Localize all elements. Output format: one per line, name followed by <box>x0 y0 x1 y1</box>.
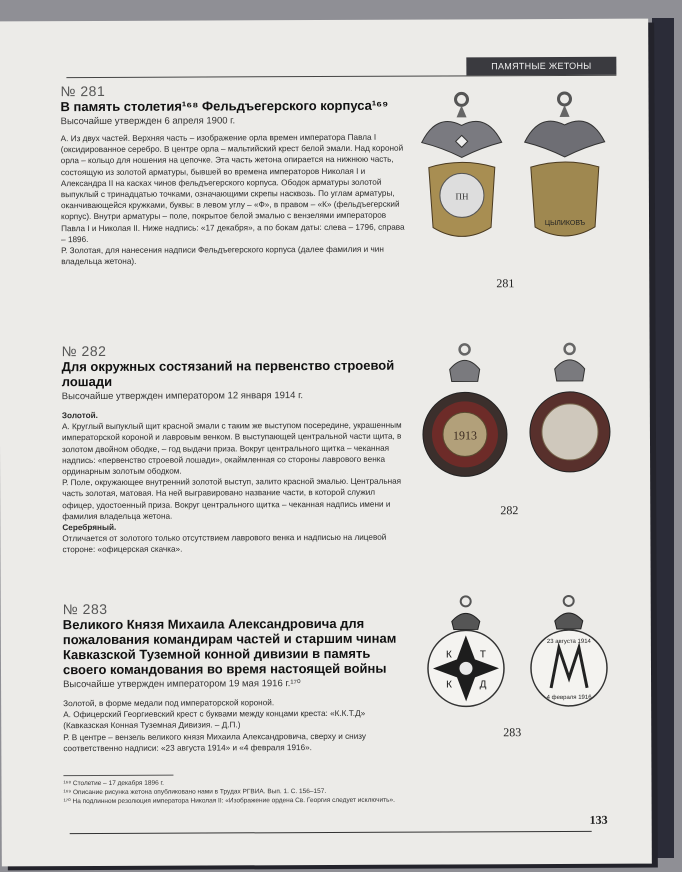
header-rule <box>66 75 616 78</box>
entry-body <box>63 697 408 755</box>
medal-281-engraving: ЦЫЛИКОВЪ <box>544 219 586 228</box>
footnote: ¹⁶⁸ Столетие – 17 декабря 1896 г. <box>63 779 164 788</box>
entry-body <box>61 132 407 268</box>
entry-282 <box>62 342 408 556</box>
medal-282-reverse <box>530 344 611 472</box>
medal-283-reverse <box>531 596 607 706</box>
caption-283: 283 <box>503 725 522 740</box>
caption-282: 282 <box>500 503 519 518</box>
variant-gold-label: Золотой. <box>61 410 98 421</box>
cross-letter: К <box>446 679 452 691</box>
medal-282-photo <box>420 339 621 500</box>
footnote: ¹⁷⁰ На подлинном резолюция императора Николая II: «Изображение ордена Св. Георгия следует исключить». <box>63 796 395 806</box>
caption-281: 281 <box>496 276 515 291</box>
paragraph-reverse: Р. Золотая, для нанесения надписи Фельдъегерского корпуса (далее фамилия и чин владельца жетона). <box>61 244 384 267</box>
section-header: ПАМЯТНЫЕ ЖЕТОНЫ <box>466 57 616 76</box>
paragraph-silver: Отличается от золотого только отсутствием лаврового венка и надписью на лицевой стороне: «офицерская скачка». <box>62 532 387 555</box>
medal-283-obverse <box>428 596 504 706</box>
medal-281-photo <box>416 87 617 273</box>
paragraph-obverse: А. Круглый выпуклый щит красной эмали с таким же выступом посередине, украшенным императорской короной и лавровым венком. В выступающей центральной части щита, в золотом двойном ободке, – год выдачи приза. Вокруг центрального щитка – чеканная надпись: «первенство строевой лошади», окаймленная со стороны лаврового венка ординарным золотым ободком. <box>61 420 402 477</box>
paragraph-intro: Золотой, в форме медали под императорской короной. <box>63 698 275 709</box>
cross-letter: Д <box>479 679 487 691</box>
medal-283-top-inscription: 23 августа 1914 <box>546 638 591 646</box>
variant-silver-label: Серебряный. <box>62 522 117 533</box>
entry-title: Великого Князя Михаила Александровича для пожалования командирам частей и старшим чинам Кавказской Туземной конной дивизии в память своего командования во время настоящей войны <box>62 615 397 678</box>
entry-number: № 283 <box>62 600 108 618</box>
entry-title: Для окружных состязаний на первенство строевой лошади <box>61 357 395 390</box>
cross-letter: К <box>445 649 452 661</box>
paragraph-reverse: Р. В центре – вензель великого князя Михаила Александровича, сверху и снизу соответственно надписи: «23 августа 1914» и «4 февраля 1916». <box>63 731 367 753</box>
footer-rule <box>70 831 592 834</box>
svg-text:ПН: ПН <box>455 191 469 202</box>
entry-body <box>62 409 408 556</box>
entry-approved: Высочайше утвержден императором 19 мая 1916 г.¹⁷⁰ <box>63 678 301 691</box>
entry-approved: Высочайше утвержден императором 12 января 1914 г. <box>61 390 304 403</box>
entry-number: № 282 <box>61 342 107 360</box>
footnotes <box>63 778 413 807</box>
cross-letter: Т <box>479 649 487 661</box>
entry-283 <box>63 600 409 755</box>
entry-281 <box>60 82 406 268</box>
footnote-rule <box>63 775 173 776</box>
paragraph-reverse: Р. Поле, окружающее внутренний золотой выступ, залито красной эмалью. Центральная часть золотая, матовая. На ней выгравировано название части, в которой служил офицер, удостоенный приза. Вокруг центрального щитка – чеканная надпись имени и фамилия владельца жетона. <box>62 476 402 521</box>
medal-283-bottom-inscription: 4 февраля 1916 <box>546 694 592 702</box>
entry-approved: Высочайше утвержден 6 апреля 1900 г. <box>60 115 236 128</box>
entry-title: В память столетия¹⁶⁸ Фельдъегерского корпуса¹⁶⁹ <box>60 97 389 115</box>
book-page <box>0 19 652 867</box>
medal-281-reverse <box>524 93 605 236</box>
medal-283-photo <box>419 593 620 729</box>
medal-281-obverse <box>421 93 502 236</box>
paragraph-obverse: А. Из двух частей. Верхняя часть – изображение орла времен императора Павла I (оксидированное серебро. В центре орла – мальтийский крест белой эмали. Над короной орла – кольцо для ношения на цепочке. Эта часть жетона опирается на нижнюю часть, состоящую из золотой арматуры, бывшей во времена императоров Николая I и Александра II на касках чинов фельдъегерского корпуса. Ободок арматуры золотой выпуклый с тринадцатью точками, означающими скрепы насквозь. По углам арматуры, оканчивающейся кружками, буквы: в левом углу – «Ф», в правом – «К» (фельдъегерский корпус). Внутри арматуры – поле, покрытое белой эмалью с вензелями императоров Павла I и Николая II. Ниже надпись: «17 декабря», а по бокам даты: слева – 1796, справа – 1896. <box>60 132 405 244</box>
page-number: 133 <box>589 812 608 827</box>
paragraph-obverse: А. Офицерский Георгиевский крест с буквами между концами креста: «К.К.Т.Д» (Кавказская Конная Туземная Дивизия. – Д.П.) <box>63 709 366 731</box>
book-cover-edge <box>652 18 674 858</box>
entry-number: № 281 <box>60 82 106 100</box>
medal-282-obverse <box>423 344 508 476</box>
footnote: ¹⁶⁹ Описание рисунка жетона опубликовано нами в Трудах РГВИА. Вып. 1. С. 156–157. <box>63 787 327 797</box>
medal-282-year: 1913 <box>452 428 478 443</box>
